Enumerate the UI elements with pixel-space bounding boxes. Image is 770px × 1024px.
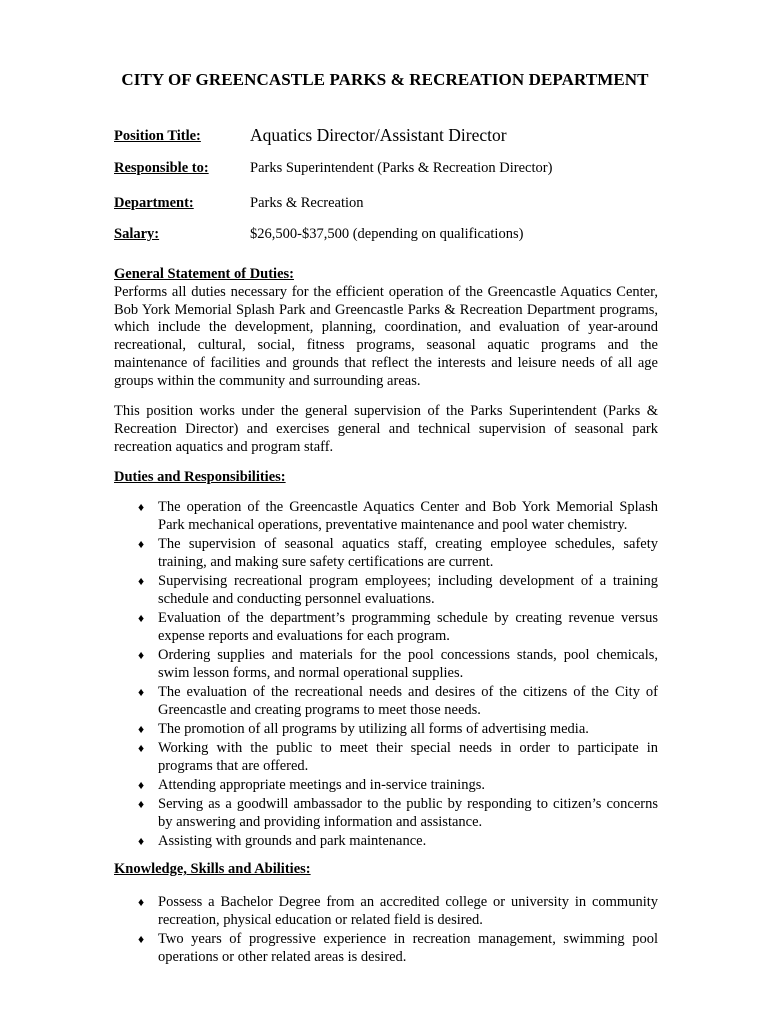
diamond-bullet-icon: ♦ [138, 894, 145, 909]
diamond-bullet-icon: ♦ [138, 931, 145, 946]
diamond-bullet-icon: ♦ [138, 721, 145, 736]
department-label: Department: [114, 195, 194, 211]
ksa-section [114, 861, 658, 967]
diamond-bullet-icon: ♦ [138, 796, 145, 811]
salary-label: Salary: [114, 226, 160, 242]
list-item: ♦ Attending appropriate meetings and in-service trainings. [138, 776, 485, 793]
salary-value: $26,500-$37,500 (depending on qualifications) [250, 226, 524, 242]
supervision-section [114, 403, 658, 456]
diamond-bullet-icon: ♦ [138, 499, 145, 514]
position-title-label: Position Title: [114, 128, 201, 144]
list-item: ♦ The operation of the Greencastle Aquatics Center and Bob York Memorial Splash Park mechanical operations, preventative maintenance and pool water chemistry. [138, 498, 658, 533]
diamond-bullet-icon: ♦ [138, 777, 145, 792]
list-item: ♦ Serving as a goodwill ambassador to the public by responding to citizen’s concerns by answering and providing information and assistance. [138, 795, 658, 830]
general-statement-section [114, 266, 658, 391]
diamond-bullet-icon: ♦ [138, 684, 145, 699]
document-title: CITY OF GREENCASTLE PARKS & RECREATION DEPARTMENT [121, 70, 649, 89]
list-item: ♦ Assisting with grounds and park maintenance. [138, 832, 427, 849]
diamond-bullet-icon: ♦ [138, 610, 145, 625]
list-item: ♦ Supervising recreational program employees; including development of a training schedule and conducting personnel evaluations. [138, 572, 658, 607]
diamond-bullet-icon: ♦ [138, 573, 145, 588]
responsible-to-label: Responsible to: [114, 160, 209, 176]
department-value: Parks & Recreation [250, 195, 364, 211]
ksa-heading: Knowledge, Skills and Abilities: [114, 861, 311, 877]
list-item: ♦ The promotion of all programs by utilizing all forms of advertising media. [138, 720, 589, 737]
duties-heading: Duties and Responsibilities: [114, 469, 286, 485]
ksa-list [114, 893, 658, 966]
position-title-value: Aquatics Director/Assistant Director [250, 125, 507, 145]
duties-list [114, 498, 658, 850]
list-item: ♦ The supervision of seasonal aquatics staff, creating employee schedules, safety training, and making sure safety certifications are current. [138, 535, 658, 570]
list-item: ♦ Working with the public to meet their special needs in order to participate in programs that are offered. [138, 739, 658, 774]
general-statement-paragraph: Performs all duties necessary for the efficient operation of the Greencastle Aquatics Center, Bob York Memorial Splash Park and Greencastle Parks & Recreation Department programs, which include the development, planning, coordination, and evaluation of year-around recreational, cultural, social, fitness programs, seasonal aquatic programs and the maintenance of facilities and grounds that reflect the interests and leisure needs of all age groups within the community and surrounding areas. [114, 283, 658, 389]
duties-section [114, 469, 658, 851]
list-item: ♦ The evaluation of the recreational needs and desires of the citizens of the City of Greencastle and creating programs to meet those needs. [138, 683, 658, 718]
list-item: ♦ Ordering supplies and materials for the pool concessions stands, pool chemicals, swim lesson forms, and normal operational supplies. [138, 646, 658, 681]
supervision-paragraph: This position works under the general supervision of the Parks Superintendent (Parks & Recreation Director) and exercises general and technical supervision of seasonal park recreation aquatics and program staff. [114, 403, 658, 455]
list-item: ♦ Two years of progressive experience in recreation management, swimming pool operations or other related areas is desired. [138, 930, 658, 965]
list-item: ♦ Possess a Bachelor Degree from an accredited college or university in community recreation, physical education or related field is desired. [138, 893, 658, 928]
list-item: ♦ Evaluation of the department’s programming schedule by creating revenue versus expense reports and evaluations for each program. [138, 609, 658, 644]
diamond-bullet-icon: ♦ [138, 740, 145, 755]
diamond-bullet-icon: ♦ [138, 536, 145, 551]
general-statement-heading: General Statement of Duties: [114, 266, 294, 282]
diamond-bullet-icon: ♦ [138, 833, 145, 848]
diamond-bullet-icon: ♦ [138, 647, 145, 662]
responsible-to-value: Parks Superintendent (Parks & Recreation Director) [250, 160, 553, 176]
